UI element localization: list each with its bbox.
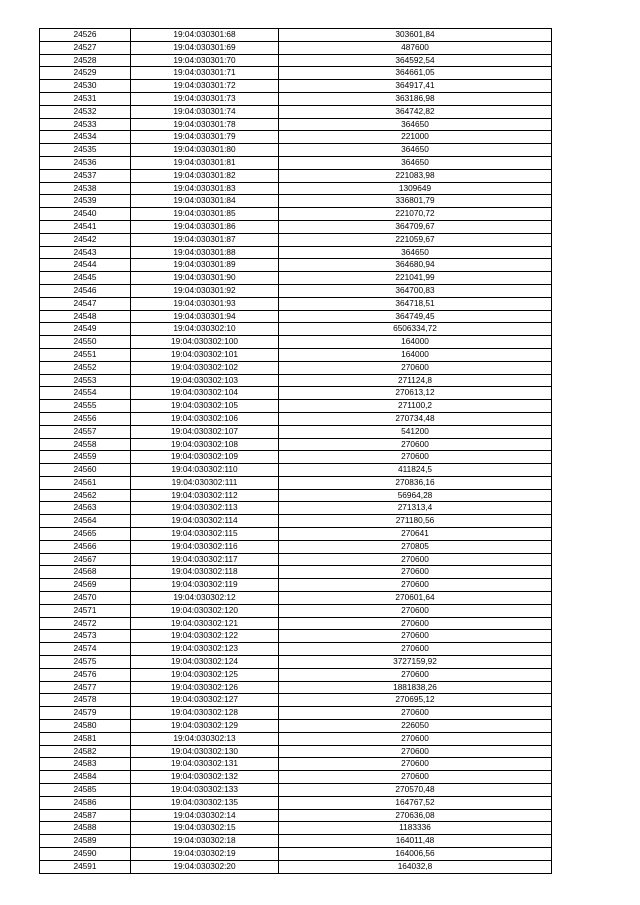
cadastral-number-cell: 19:04:030302:111 [131,476,279,489]
value-cell: 364709,67 [279,220,552,233]
row-number-cell: 24580 [40,720,131,733]
cadastral-number-cell: 19:04:030301:69 [131,41,279,54]
value-cell: 164000 [279,336,552,349]
cadastral-number-cell: 19:04:030302:119 [131,579,279,592]
table-row [40,732,552,745]
row-number-cell: 24533 [40,118,131,131]
row-number-cell: 24544 [40,259,131,272]
row-number-cell: 24563 [40,502,131,515]
table-row [40,67,552,80]
row-number-cell: 24554 [40,387,131,400]
row-number-cell: 24557 [40,425,131,438]
row-number-cell: 24549 [40,323,131,336]
cadastral-number-cell: 19:04:030302:117 [131,553,279,566]
value-cell: 164000 [279,348,552,361]
table-row [40,656,552,669]
table-row [40,860,552,873]
table-row [40,348,552,361]
table-row [40,745,552,758]
row-number-cell: 24541 [40,220,131,233]
row-number-cell: 24526 [40,29,131,42]
cadastral-number-cell: 19:04:030301:88 [131,246,279,259]
cadastral-number-cell: 19:04:030302:106 [131,412,279,425]
table-row [40,80,552,93]
cadastral-number-cell: 19:04:030301:85 [131,208,279,221]
table-row [40,182,552,195]
table-row [40,617,552,630]
row-number-cell: 24542 [40,233,131,246]
table-row [40,41,552,54]
value-cell: 270600 [279,451,552,464]
value-cell: 364917,41 [279,80,552,93]
row-number-cell: 24568 [40,566,131,579]
table-row [40,643,552,656]
value-cell: 271313,4 [279,502,552,515]
cadastral-number-cell: 19:04:030302:116 [131,540,279,553]
value-cell: 1881838,26 [279,681,552,694]
table-row [40,425,552,438]
table-row [40,118,552,131]
value-cell: 541200 [279,425,552,438]
cadastral-number-cell: 19:04:030302:114 [131,515,279,528]
value-cell: 364661,05 [279,67,552,80]
cadastral-number-cell: 19:04:030301:79 [131,131,279,144]
table-row [40,284,552,297]
cadastral-number-cell: 19:04:030302:102 [131,361,279,374]
cadastral-number-cell: 19:04:030301:68 [131,29,279,42]
row-number-cell: 24574 [40,643,131,656]
value-cell: 270600 [279,566,552,579]
value-cell: 226050 [279,720,552,733]
table-row [40,668,552,681]
value-cell: 270695,12 [279,694,552,707]
row-number-cell: 24550 [40,336,131,349]
value-cell: 271180,56 [279,515,552,528]
table-row [40,220,552,233]
cadastral-number-cell: 19:04:030302:105 [131,400,279,413]
cadastral-number-cell: 19:04:030302:127 [131,694,279,707]
cadastral-number-cell: 19:04:030302:112 [131,489,279,502]
value-cell: 270600 [279,361,552,374]
cadastral-number-cell: 19:04:030302:109 [131,451,279,464]
value-cell: 364650 [279,144,552,157]
table-row [40,208,552,221]
value-cell: 164011,48 [279,835,552,848]
table-body [40,29,552,874]
cadastral-number-cell: 19:04:030302:13 [131,732,279,745]
table-row [40,400,552,413]
table-row [40,848,552,861]
value-cell: 364592,54 [279,54,552,67]
cadastral-number-cell: 19:04:030302:118 [131,566,279,579]
table-row [40,412,552,425]
table-row [40,323,552,336]
row-number-cell: 24589 [40,835,131,848]
cadastral-number-cell: 19:04:030301:89 [131,259,279,272]
value-cell: 364650 [279,246,552,259]
cadastral-number-cell: 19:04:030302:125 [131,668,279,681]
table-row [40,387,552,400]
row-number-cell: 24587 [40,809,131,822]
table-row [40,822,552,835]
row-number-cell: 24534 [40,131,131,144]
row-number-cell: 24572 [40,617,131,630]
table-row [40,515,552,528]
cadastral-number-cell: 19:04:030302:123 [131,643,279,656]
row-number-cell: 24560 [40,464,131,477]
value-cell: 364650 [279,156,552,169]
table-row [40,566,552,579]
table-row [40,195,552,208]
cadastral-number-cell: 19:04:030301:74 [131,105,279,118]
cadastral-number-cell: 19:04:030301:86 [131,220,279,233]
value-cell: 270570,48 [279,784,552,797]
row-number-cell: 24584 [40,771,131,784]
cadastral-number-cell: 19:04:030302:18 [131,835,279,848]
value-cell: 270600 [279,668,552,681]
row-number-cell: 24591 [40,860,131,873]
cadastral-number-cell: 19:04:030301:87 [131,233,279,246]
value-cell: 411824,5 [279,464,552,477]
table-row [40,272,552,285]
table-row [40,374,552,387]
value-cell: 270734,48 [279,412,552,425]
value-cell: 364718,51 [279,297,552,310]
value-cell: 221059,67 [279,233,552,246]
table-row [40,464,552,477]
value-cell: 270600 [279,579,552,592]
cadastral-number-cell: 19:04:030302:124 [131,656,279,669]
value-cell: 3727159,92 [279,656,552,669]
row-number-cell: 24545 [40,272,131,285]
value-cell: 270600 [279,707,552,720]
table-row [40,361,552,374]
value-cell: 6506334,72 [279,323,552,336]
cadastral-number-cell: 19:04:030301:83 [131,182,279,195]
value-cell: 364742,82 [279,105,552,118]
table-row [40,29,552,42]
table-row [40,528,552,541]
row-number-cell: 24553 [40,374,131,387]
table-row [40,630,552,643]
value-cell: 1183336 [279,822,552,835]
value-cell: 1309649 [279,182,552,195]
cadastral-number-cell: 19:04:030301:90 [131,272,279,285]
value-cell: 270613,12 [279,387,552,400]
row-number-cell: 24551 [40,348,131,361]
row-number-cell: 24566 [40,540,131,553]
row-number-cell: 24539 [40,195,131,208]
table-row [40,131,552,144]
value-cell: 221083,98 [279,169,552,182]
value-cell: 364700,83 [279,284,552,297]
value-cell: 270600 [279,771,552,784]
cadastral-number-cell: 19:04:030301:70 [131,54,279,67]
table-row [40,604,552,617]
cadastral-number-cell: 19:04:030302:126 [131,681,279,694]
cadastral-number-cell: 19:04:030301:94 [131,310,279,323]
cadastral-number-cell: 19:04:030302:100 [131,336,279,349]
value-cell: 270600 [279,732,552,745]
row-number-cell: 24590 [40,848,131,861]
row-number-cell: 24567 [40,553,131,566]
cadastral-number-cell: 19:04:030302:128 [131,707,279,720]
table-row [40,105,552,118]
cadastral-number-cell: 19:04:030302:14 [131,809,279,822]
value-cell: 221041,99 [279,272,552,285]
table-row [40,297,552,310]
row-number-cell: 24546 [40,284,131,297]
table-row [40,476,552,489]
table-row [40,720,552,733]
cadastral-number-cell: 19:04:030301:84 [131,195,279,208]
table-row [40,336,552,349]
row-number-cell: 24588 [40,822,131,835]
row-number-cell: 24578 [40,694,131,707]
cadastral-number-cell: 19:04:030302:130 [131,745,279,758]
table-row [40,233,552,246]
cadastral-number-cell: 19:04:030302:10 [131,323,279,336]
table-row [40,540,552,553]
table-row [40,809,552,822]
cadastral-number-cell: 19:04:030301:92 [131,284,279,297]
cadastral-number-cell: 19:04:030302:107 [131,425,279,438]
row-number-cell: 24527 [40,41,131,54]
table-row [40,489,552,502]
value-cell: 270641 [279,528,552,541]
row-number-cell: 24540 [40,208,131,221]
cadastral-number-cell: 19:04:030301:93 [131,297,279,310]
data-table [39,28,552,874]
value-cell: 270600 [279,617,552,630]
table-row [40,259,552,272]
table-row [40,553,552,566]
row-number-cell: 24552 [40,361,131,374]
table-row [40,54,552,67]
row-number-cell: 24532 [40,105,131,118]
row-number-cell: 24571 [40,604,131,617]
value-cell: 363186,98 [279,92,552,105]
cadastral-number-cell: 19:04:030302:121 [131,617,279,630]
row-number-cell: 24556 [40,412,131,425]
cadastral-number-cell: 19:04:030301:78 [131,118,279,131]
row-number-cell: 24583 [40,758,131,771]
row-number-cell: 24531 [40,92,131,105]
value-cell: 336801,79 [279,195,552,208]
cadastral-number-cell: 19:04:030302:131 [131,758,279,771]
value-cell: 270600 [279,438,552,451]
table-row [40,144,552,157]
row-number-cell: 24558 [40,438,131,451]
cadastral-number-cell: 19:04:030302:122 [131,630,279,643]
table-row [40,92,552,105]
value-cell: 271124,8 [279,374,552,387]
table-row [40,310,552,323]
cadastral-number-cell: 19:04:030302:133 [131,784,279,797]
row-number-cell: 24570 [40,592,131,605]
row-number-cell: 24582 [40,745,131,758]
table-row [40,156,552,169]
row-number-cell: 24538 [40,182,131,195]
row-number-cell: 24565 [40,528,131,541]
value-cell: 487600 [279,41,552,54]
row-number-cell: 24561 [40,476,131,489]
row-number-cell: 24562 [40,489,131,502]
table-row [40,835,552,848]
cadastral-number-cell: 19:04:030302:129 [131,720,279,733]
table-row [40,579,552,592]
row-number-cell: 24535 [40,144,131,157]
value-cell: 270600 [279,758,552,771]
cadastral-number-cell: 19:04:030302:12 [131,592,279,605]
row-number-cell: 24537 [40,169,131,182]
table-row [40,771,552,784]
row-number-cell: 24536 [40,156,131,169]
value-cell: 270805 [279,540,552,553]
cadastral-number-cell: 19:04:030302:103 [131,374,279,387]
row-number-cell: 24586 [40,796,131,809]
table-row [40,169,552,182]
cadastral-number-cell: 19:04:030302:110 [131,464,279,477]
cadastral-number-cell: 19:04:030301:80 [131,144,279,157]
value-cell: 221070,72 [279,208,552,221]
table-row [40,438,552,451]
row-number-cell: 24581 [40,732,131,745]
cadastral-number-cell: 19:04:030301:82 [131,169,279,182]
cadastral-number-cell: 19:04:030302:132 [131,771,279,784]
value-cell: 270600 [279,630,552,643]
cadastral-number-cell: 19:04:030302:19 [131,848,279,861]
table-row [40,784,552,797]
value-cell: 164767,52 [279,796,552,809]
cadastral-number-cell: 19:04:030302:135 [131,796,279,809]
cadastral-number-cell: 19:04:030302:104 [131,387,279,400]
value-cell: 270600 [279,745,552,758]
cadastral-number-cell: 19:04:030302:120 [131,604,279,617]
cadastral-number-cell: 19:04:030302:15 [131,822,279,835]
value-cell: 270600 [279,604,552,617]
value-cell: 364680,94 [279,259,552,272]
cadastral-number-cell: 19:04:030302:108 [131,438,279,451]
table-row [40,796,552,809]
row-number-cell: 24577 [40,681,131,694]
cadastral-number-cell: 19:04:030301:81 [131,156,279,169]
cadastral-number-cell: 19:04:030302:115 [131,528,279,541]
row-number-cell: 24576 [40,668,131,681]
table-row [40,246,552,259]
row-number-cell: 24528 [40,54,131,67]
row-number-cell: 24548 [40,310,131,323]
value-cell: 303601,84 [279,29,552,42]
value-cell: 270601,64 [279,592,552,605]
value-cell: 164006,56 [279,848,552,861]
value-cell: 270600 [279,553,552,566]
table-row [40,694,552,707]
row-number-cell: 24530 [40,80,131,93]
table-row [40,451,552,464]
table-row [40,758,552,771]
row-number-cell: 24585 [40,784,131,797]
value-cell: 364650 [279,118,552,131]
cadastral-number-cell: 19:04:030301:72 [131,80,279,93]
row-number-cell: 24547 [40,297,131,310]
value-cell: 164032,8 [279,860,552,873]
cadastral-number-cell: 19:04:030301:71 [131,67,279,80]
cadastral-number-cell: 19:04:030302:20 [131,860,279,873]
value-cell: 270636,08 [279,809,552,822]
value-cell: 270600 [279,643,552,656]
value-cell: 56964,28 [279,489,552,502]
row-number-cell: 24564 [40,515,131,528]
cadastral-number-cell: 19:04:030302:101 [131,348,279,361]
table-row [40,592,552,605]
cadastral-number-cell: 19:04:030302:113 [131,502,279,515]
table-row [40,681,552,694]
row-number-cell: 24573 [40,630,131,643]
row-number-cell: 24543 [40,246,131,259]
table-row [40,707,552,720]
value-cell: 221000 [279,131,552,144]
value-cell: 270836,16 [279,476,552,489]
row-number-cell: 24555 [40,400,131,413]
row-number-cell: 24529 [40,67,131,80]
row-number-cell: 24569 [40,579,131,592]
row-number-cell: 24575 [40,656,131,669]
table-row [40,502,552,515]
row-number-cell: 24579 [40,707,131,720]
value-cell: 271100,2 [279,400,552,413]
row-number-cell: 24559 [40,451,131,464]
cadastral-number-cell: 19:04:030301:73 [131,92,279,105]
value-cell: 364749,45 [279,310,552,323]
